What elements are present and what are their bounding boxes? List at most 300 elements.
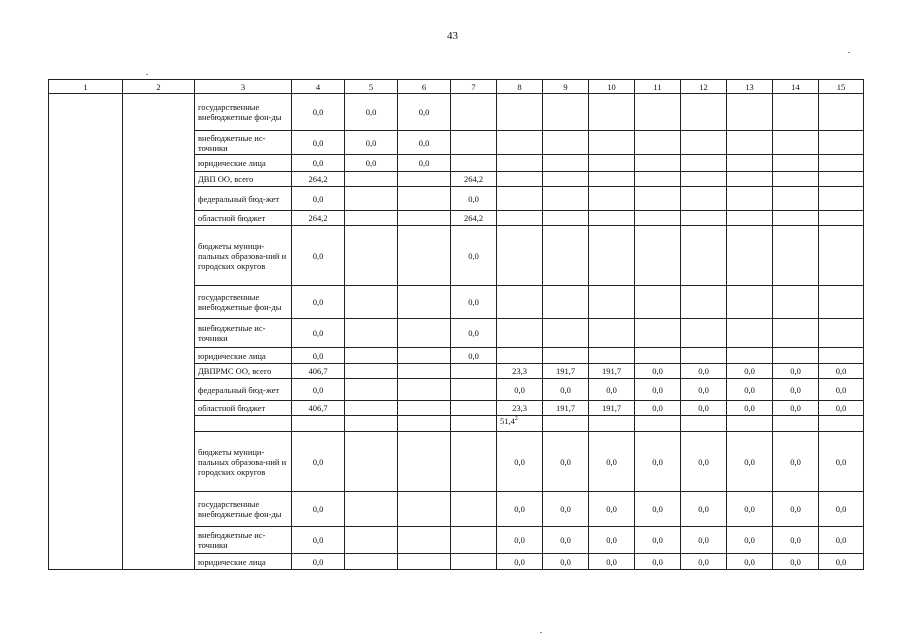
cell-value: 0,0 (835, 535, 847, 545)
column-header: 8 (497, 80, 543, 94)
scan-speck (848, 52, 850, 53)
header-row (49, 80, 864, 94)
cell-value: 0,0 (652, 366, 663, 376)
cell-value: 0,0 (560, 556, 571, 567)
value-cell-col14 (773, 187, 819, 211)
cell-value: 0,0 (606, 456, 617, 467)
value-cell-col14 (773, 131, 819, 155)
row-label: внебюджетные ис-точники (195, 319, 292, 348)
value-cell-col6 (398, 211, 451, 226)
value-cell-col13 (727, 94, 773, 131)
scan-speck (146, 74, 148, 75)
value-cell-col13 (727, 211, 773, 226)
value-cell-col7 (451, 319, 497, 348)
value-cell-col15 (819, 172, 864, 187)
value-cell-col6 (398, 226, 451, 286)
cell-value: 191,7 (601, 366, 622, 376)
value-cell-col7 (451, 155, 497, 172)
row-label: областной бюджет (195, 401, 292, 416)
cell-value: 0,0 (698, 366, 709, 376)
value-cell-col13 (727, 416, 773, 432)
value-cell-col14 (773, 379, 819, 401)
value-cell-col8 (497, 416, 543, 432)
scan-speck (540, 632, 542, 633)
value-cell-col4 (292, 155, 345, 172)
cell-value: 0,0 (312, 456, 324, 467)
value-cell-col12 (681, 155, 727, 172)
value-cell-col13 (727, 492, 773, 527)
value-cell-col12 (681, 401, 727, 416)
table-row (49, 94, 864, 131)
cell-value: 0,0 (744, 535, 755, 545)
cell-value: 0,0 (514, 535, 525, 545)
value-cell-col14 (773, 211, 819, 226)
cell-value: 0,0 (744, 403, 755, 413)
value-cell-col14 (773, 364, 819, 379)
value-cell-col14 (773, 94, 819, 131)
value-cell-col10 (589, 527, 635, 554)
value-cell-col10 (589, 401, 635, 416)
value-cell-col5 (345, 348, 398, 364)
row-label: юридические лица (195, 155, 292, 172)
value-cell-col5 (345, 379, 398, 401)
cell-value: 0,0 (790, 556, 801, 567)
cell-value: 0,0 (835, 504, 847, 514)
cell-value: 0,0 (698, 556, 709, 567)
column-header: 7 (451, 80, 497, 94)
value-cell-col7 (451, 226, 497, 286)
value-cell-col7 (451, 172, 497, 187)
row-label: областной бюджет (195, 211, 292, 226)
value-cell-col15 (819, 401, 864, 416)
value-cell-col4 (292, 131, 345, 155)
row-label (195, 416, 292, 432)
value-cell-col6 (398, 364, 451, 379)
value-cell-col10 (589, 348, 635, 364)
value-cell-col10 (589, 432, 635, 492)
value-cell-col5 (345, 416, 398, 432)
value-cell-col15 (819, 286, 864, 319)
cell-value: 23,3 (512, 366, 527, 376)
value-cell-col4 (292, 211, 345, 226)
value-cell-col15 (819, 364, 864, 379)
column-header: 10 (589, 80, 635, 94)
value-cell-col6 (398, 416, 451, 432)
row-label: юридические лица (195, 554, 292, 570)
cell-value: 0,0 (312, 137, 324, 148)
cell-value: 0,0 (312, 193, 324, 204)
value-cell-col7 (451, 94, 497, 131)
value-cell-col13 (727, 172, 773, 187)
value-cell-col7 (451, 554, 497, 570)
cell-value: 0,0 (698, 504, 709, 514)
value-cell-col10 (589, 94, 635, 131)
value-cell-col4 (292, 319, 345, 348)
cell-value: 0,0 (418, 137, 430, 148)
row-label: внебюджетные ис-точники (195, 527, 292, 554)
value-cell-col5 (345, 155, 398, 172)
value-cell-col13 (727, 554, 773, 570)
cell-value: 0,0 (560, 504, 571, 514)
cell-value: 0,0 (312, 384, 324, 395)
value-cell-col9 (543, 364, 589, 379)
value-cell-col12 (681, 319, 727, 348)
value-cell-col6 (398, 492, 451, 527)
cell-value: 0,0 (365, 137, 377, 148)
value-cell-col14 (773, 348, 819, 364)
value-cell-col9 (543, 348, 589, 364)
value-cell-col7 (451, 286, 497, 319)
cell-value: 0,0 (468, 328, 479, 338)
value-cell-col13 (727, 401, 773, 416)
value-cell-col4 (292, 172, 345, 187)
cell-value: 0,0 (835, 556, 847, 567)
cell-value: 0,0 (698, 403, 709, 413)
cell-value: 0,0 (365, 107, 377, 117)
cell-value: 0,0 (514, 556, 525, 567)
value-cell-col10 (589, 416, 635, 432)
value-cell-col8 (497, 286, 543, 319)
value-cell-col7 (451, 187, 497, 211)
value-cell-col9 (543, 211, 589, 226)
cell-value: 0,0 (835, 384, 847, 395)
cell-value: 0,0 (312, 158, 324, 168)
cell-value: 0,0 (312, 328, 324, 338)
cell-value: 0,0 (744, 456, 755, 467)
value-cell-col7 (451, 416, 497, 432)
value-cell-col9 (543, 187, 589, 211)
value-cell-col5 (345, 432, 398, 492)
cell-value: 264,2 (308, 213, 328, 223)
value-cell-col11 (635, 416, 681, 432)
value-cell-col10 (589, 226, 635, 286)
value-cell-col11 (635, 211, 681, 226)
value-cell-col13 (727, 364, 773, 379)
cell-value: 0,0 (312, 535, 324, 545)
value-cell-col7 (451, 432, 497, 492)
value-cell-col7 (451, 379, 497, 401)
value-cell-col11 (635, 94, 681, 131)
cell-value: 0,0 (418, 158, 430, 168)
cell-value: 0,0 (652, 535, 663, 545)
cell-value: 0,0 (365, 158, 377, 168)
row-label: государственные внебюджетные фон-ды (195, 492, 292, 527)
value-cell-col6 (398, 187, 451, 211)
value-cell-col15 (819, 554, 864, 570)
value-cell-col7 (451, 364, 497, 379)
row-label: ДВПРМС ОО, всего (195, 364, 292, 379)
value-cell-col6 (398, 94, 451, 131)
cell-value: 0,0 (606, 535, 617, 545)
value-cell-col4 (292, 492, 345, 527)
cell-value: 0,0 (514, 504, 525, 514)
cell-value: 23,3 (512, 403, 527, 413)
value-cell-col11 (635, 364, 681, 379)
value-cell-col9 (543, 94, 589, 131)
value-cell-col5 (345, 492, 398, 527)
cell-value: 0,0 (560, 456, 571, 467)
cell-value: 191,7 (555, 366, 576, 376)
value-cell-col8 (497, 492, 543, 527)
value-cell-col15 (819, 187, 864, 211)
cell-value: 0,0 (790, 403, 801, 413)
row-label: бюджеты муници-пальных образова-ний и городских округов (195, 432, 292, 492)
value-cell-col6 (398, 131, 451, 155)
cell-value: 191,7 (601, 403, 622, 413)
value-cell-col15 (819, 319, 864, 348)
value-cell-col13 (727, 348, 773, 364)
cell-value: 0,0 (652, 556, 663, 567)
value-cell-col6 (398, 348, 451, 364)
value-cell-col14 (773, 554, 819, 570)
value-cell-col14 (773, 527, 819, 554)
value-cell-col7 (451, 131, 497, 155)
value-cell-col5 (345, 211, 398, 226)
value-cell-col14 (773, 492, 819, 527)
cell-value: 191,7 (555, 403, 576, 413)
cell-value: 51,4 (500, 416, 515, 426)
value-cell-col9 (543, 554, 589, 570)
cell-value: 0,0 (652, 403, 663, 413)
value-cell-col11 (635, 432, 681, 492)
value-cell-col9 (543, 155, 589, 172)
value-cell-col11 (635, 187, 681, 211)
cell-value: 0,0 (790, 384, 801, 395)
value-cell-col9 (543, 172, 589, 187)
cell-value: 0,0 (835, 403, 847, 413)
value-cell-col4 (292, 401, 345, 416)
value-cell-col6 (398, 155, 451, 172)
value-cell-col10 (589, 364, 635, 379)
row-label: ДВП ОО, всего (195, 172, 292, 187)
value-cell-col8 (497, 379, 543, 401)
cell-value: 0,0 (698, 535, 709, 545)
cell-value: 0,0 (606, 556, 617, 567)
value-cell-col7 (451, 492, 497, 527)
value-cell-col13 (727, 286, 773, 319)
value-cell-col11 (635, 401, 681, 416)
cell-value: 0,0 (606, 384, 617, 395)
footnote-marker: 2 (514, 416, 518, 423)
cell-value: 0,0 (514, 456, 525, 467)
value-cell-col4 (292, 348, 345, 364)
value-cell-col8 (497, 187, 543, 211)
value-cell-col10 (589, 286, 635, 319)
cell-value: 264,2 (308, 174, 328, 184)
value-cell-col11 (635, 131, 681, 155)
merged-cell-col1 (49, 94, 123, 570)
value-cell-col8 (497, 432, 543, 492)
value-cell-col15 (819, 348, 864, 364)
value-cell-col12 (681, 527, 727, 554)
value-cell-col4 (292, 226, 345, 286)
value-cell-col10 (589, 187, 635, 211)
value-cell-col15 (819, 379, 864, 401)
value-cell-col4 (292, 94, 345, 131)
row-label: юридические лица (195, 348, 292, 364)
value-cell-col6 (398, 379, 451, 401)
value-cell-col8 (497, 131, 543, 155)
cell-value: 0,0 (790, 456, 801, 467)
value-cell-col11 (635, 226, 681, 286)
value-cell-col15 (819, 527, 864, 554)
value-cell-col7 (451, 401, 497, 416)
value-cell-col10 (589, 131, 635, 155)
value-cell-col8 (497, 348, 543, 364)
value-cell-col6 (398, 527, 451, 554)
column-header: 9 (543, 80, 589, 94)
value-cell-col12 (681, 554, 727, 570)
value-cell-col8 (497, 554, 543, 570)
value-cell-col5 (345, 187, 398, 211)
value-cell-col14 (773, 416, 819, 432)
value-cell-col7 (451, 527, 497, 554)
cell-value: 0,0 (744, 504, 755, 514)
value-cell-col12 (681, 94, 727, 131)
value-cell-col5 (345, 226, 398, 286)
value-cell-col10 (589, 211, 635, 226)
value-cell-col12 (681, 379, 727, 401)
value-cell-col6 (398, 319, 451, 348)
value-cell-col14 (773, 172, 819, 187)
cell-value: 0,0 (468, 350, 479, 361)
cell-value: 0,0 (790, 366, 801, 376)
value-cell-col5 (345, 364, 398, 379)
value-cell-col8 (497, 94, 543, 131)
value-cell-col14 (773, 432, 819, 492)
value-cell-col9 (543, 379, 589, 401)
value-cell-col12 (681, 172, 727, 187)
value-cell-col11 (635, 554, 681, 570)
value-cell-col8 (497, 226, 543, 286)
value-cell-col12 (681, 131, 727, 155)
value-cell-col14 (773, 226, 819, 286)
value-cell-col14 (773, 401, 819, 416)
value-cell-col4 (292, 364, 345, 379)
value-cell-col4 (292, 527, 345, 554)
value-cell-col4 (292, 286, 345, 319)
value-cell-col11 (635, 527, 681, 554)
value-cell-col9 (543, 226, 589, 286)
value-cell-col8 (497, 319, 543, 348)
cell-value: 0,0 (312, 556, 324, 567)
value-cell-col5 (345, 554, 398, 570)
cell-value: 0,0 (418, 107, 430, 117)
cell-value: 0,0 (312, 350, 324, 361)
row-label: бюджеты муници-пальных образова-ний и городских округов (195, 226, 292, 286)
value-cell-col7 (451, 211, 497, 226)
page-number: 43 (447, 30, 458, 42)
cell-value: 0,0 (835, 456, 847, 467)
column-header: 2 (123, 80, 195, 94)
value-cell-col15 (819, 226, 864, 286)
cell-value: 0,0 (468, 250, 479, 261)
value-cell-col10 (589, 379, 635, 401)
value-cell-col13 (727, 379, 773, 401)
cell-value: 406,7 (308, 403, 328, 413)
cell-value: 0,0 (468, 297, 479, 307)
value-cell-col12 (681, 432, 727, 492)
value-cell-col5 (345, 172, 398, 187)
value-cell-col14 (773, 286, 819, 319)
value-cell-col11 (635, 319, 681, 348)
column-header: 11 (635, 80, 681, 94)
value-cell-col11 (635, 286, 681, 319)
cell-value: 0,0 (312, 107, 324, 117)
value-cell-col12 (681, 226, 727, 286)
value-cell-col15 (819, 155, 864, 172)
cell-value: 0,0 (744, 384, 755, 395)
cell-value: 0,0 (468, 193, 479, 204)
column-header: 15 (819, 80, 864, 94)
row-label: федеральный бюд-жет (195, 187, 292, 211)
cell-value: 0,0 (652, 384, 663, 395)
value-cell-col8 (497, 364, 543, 379)
cell-value: 0,0 (790, 535, 801, 545)
value-cell-col14 (773, 319, 819, 348)
value-cell-col11 (635, 155, 681, 172)
value-cell-col12 (681, 211, 727, 226)
value-cell-col4 (292, 432, 345, 492)
column-header: 5 (345, 80, 398, 94)
value-cell-col15 (819, 416, 864, 432)
column-header: 4 (292, 80, 345, 94)
cell-value: 0,0 (744, 556, 755, 567)
value-cell-col5 (345, 319, 398, 348)
value-cell-col4 (292, 187, 345, 211)
value-cell-col14 (773, 155, 819, 172)
value-cell-col8 (497, 527, 543, 554)
cell-value: 0,0 (835, 366, 847, 376)
value-cell-col15 (819, 211, 864, 226)
value-cell-col11 (635, 379, 681, 401)
table-body (49, 80, 864, 570)
cell-value: 264,2 (463, 174, 484, 184)
column-header: 14 (773, 80, 819, 94)
value-cell-col6 (398, 286, 451, 319)
value-cell-col8 (497, 172, 543, 187)
value-cell-col5 (345, 401, 398, 416)
value-cell-col5 (345, 527, 398, 554)
value-cell-col9 (543, 131, 589, 155)
value-cell-col6 (398, 554, 451, 570)
value-cell-col10 (589, 554, 635, 570)
value-cell-col12 (681, 364, 727, 379)
budget-table (48, 79, 864, 570)
cell-value: 0,0 (698, 384, 709, 395)
value-cell-col11 (635, 348, 681, 364)
cell-value: 0,0 (514, 384, 525, 395)
cell-value: 0,0 (652, 504, 663, 514)
value-cell-col15 (819, 432, 864, 492)
value-cell-col9 (543, 492, 589, 527)
value-cell-col13 (727, 432, 773, 492)
value-cell-col7 (451, 348, 497, 364)
value-cell-col10 (589, 492, 635, 527)
column-header: 3 (195, 80, 292, 94)
column-header: 13 (727, 80, 773, 94)
value-cell-col5 (345, 131, 398, 155)
value-cell-col13 (727, 131, 773, 155)
value-cell-col12 (681, 492, 727, 527)
value-cell-col8 (497, 211, 543, 226)
row-label: государственные внебюджетные фон-ды (195, 286, 292, 319)
column-header: 6 (398, 80, 451, 94)
value-cell-col9 (543, 416, 589, 432)
cell-value: 406,7 (308, 366, 328, 376)
cell-value: 0,0 (790, 504, 801, 514)
value-cell-col10 (589, 319, 635, 348)
